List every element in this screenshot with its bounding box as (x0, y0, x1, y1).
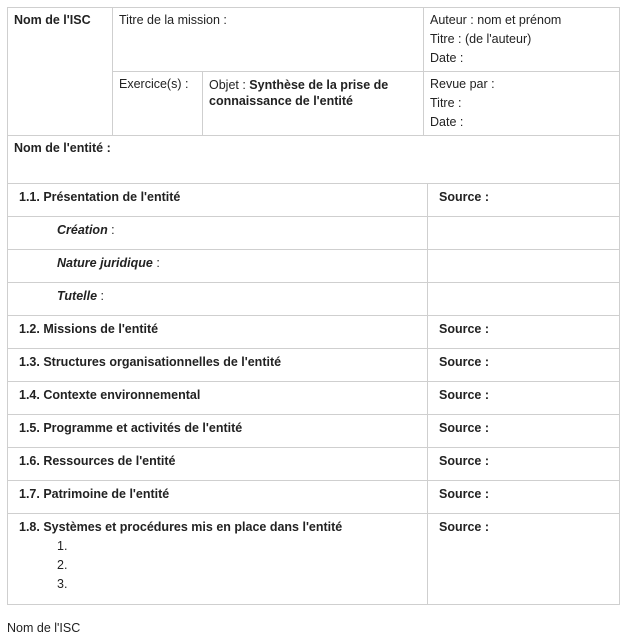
reviewer-title-label: Titre : (430, 96, 462, 110)
table-row (8, 283, 620, 316)
table-row (8, 217, 620, 250)
header-table (7, 7, 620, 184)
subitem-label: Nature juridique (57, 256, 153, 270)
sections-table (7, 183, 620, 605)
section-label: 1.1. Présentation de l'entité (19, 190, 181, 204)
author-cell (424, 8, 620, 72)
section-label: 1.2. Missions de l'entité (19, 322, 159, 336)
section-label: 1.7. Patrimoine de l'entité (19, 487, 170, 501)
source-label: Source : (439, 322, 490, 336)
table-row (8, 514, 620, 605)
source-label: Source : (439, 190, 490, 204)
subitem-label: Création (57, 223, 108, 237)
section-label: 1.8. Systèmes et procédures mis en place dans l'entité (19, 520, 343, 534)
exercice-cell (113, 72, 203, 136)
exercice-label: Exercice(s) : (119, 77, 189, 91)
isc-name-label: Nom de l'ISC (14, 13, 91, 27)
page-footer: Nom de l'ISC (7, 621, 81, 635)
table-row (8, 250, 620, 283)
table-row (8, 448, 620, 481)
subitem-suffix: : (97, 289, 105, 303)
mission-title-cell (113, 8, 424, 72)
table-row (8, 184, 620, 217)
table-row (8, 481, 620, 514)
list-number: 2. (57, 558, 68, 572)
section-label: 1.6. Ressources de l'entité (19, 454, 176, 468)
author-title-label: Titre : (de l'auteur) (430, 32, 532, 46)
objet-cell (203, 72, 424, 136)
table-row (8, 382, 620, 415)
entity-name-cell (8, 136, 620, 184)
section-label: 1.5. Programme et activités de l'entité (19, 421, 243, 435)
entity-name-label: Nom de l'entité : (14, 141, 111, 155)
source-label: Source : (439, 454, 490, 468)
section-label: 1.3. Structures organisationnelles de l'entité (19, 355, 282, 369)
author-name-label: Auteur : nom et prénom (430, 13, 562, 27)
list-number: 3. (57, 577, 68, 591)
mission-title-label: Titre de la mission : (119, 13, 227, 27)
table-row (8, 349, 620, 382)
list-number: 1. (57, 539, 68, 553)
subitem-suffix: : (152, 256, 160, 270)
source-label: Source : (439, 487, 490, 501)
table-row (8, 415, 620, 448)
source-label: Source : (439, 388, 490, 402)
author-date-label: Date : (430, 51, 464, 65)
document-page (7, 7, 620, 605)
table-row (8, 316, 620, 349)
objet-value: Synthèse de la prise de connaissance de l'entité (209, 78, 389, 108)
reviewer-label: Revue par : (430, 77, 495, 91)
source-label: Source : (439, 520, 490, 534)
subitem-suffix: : (107, 223, 115, 237)
source-label: Source : (439, 355, 490, 369)
section-label: 1.4. Contexte environnemental (19, 388, 201, 402)
source-label: Source : (439, 421, 490, 435)
subitem-label: Tutelle (57, 289, 98, 303)
review-cell (424, 72, 620, 136)
isc-name-cell (8, 8, 113, 136)
review-date-label: Date : (430, 115, 464, 129)
objet-prefix: Objet : (209, 78, 250, 92)
